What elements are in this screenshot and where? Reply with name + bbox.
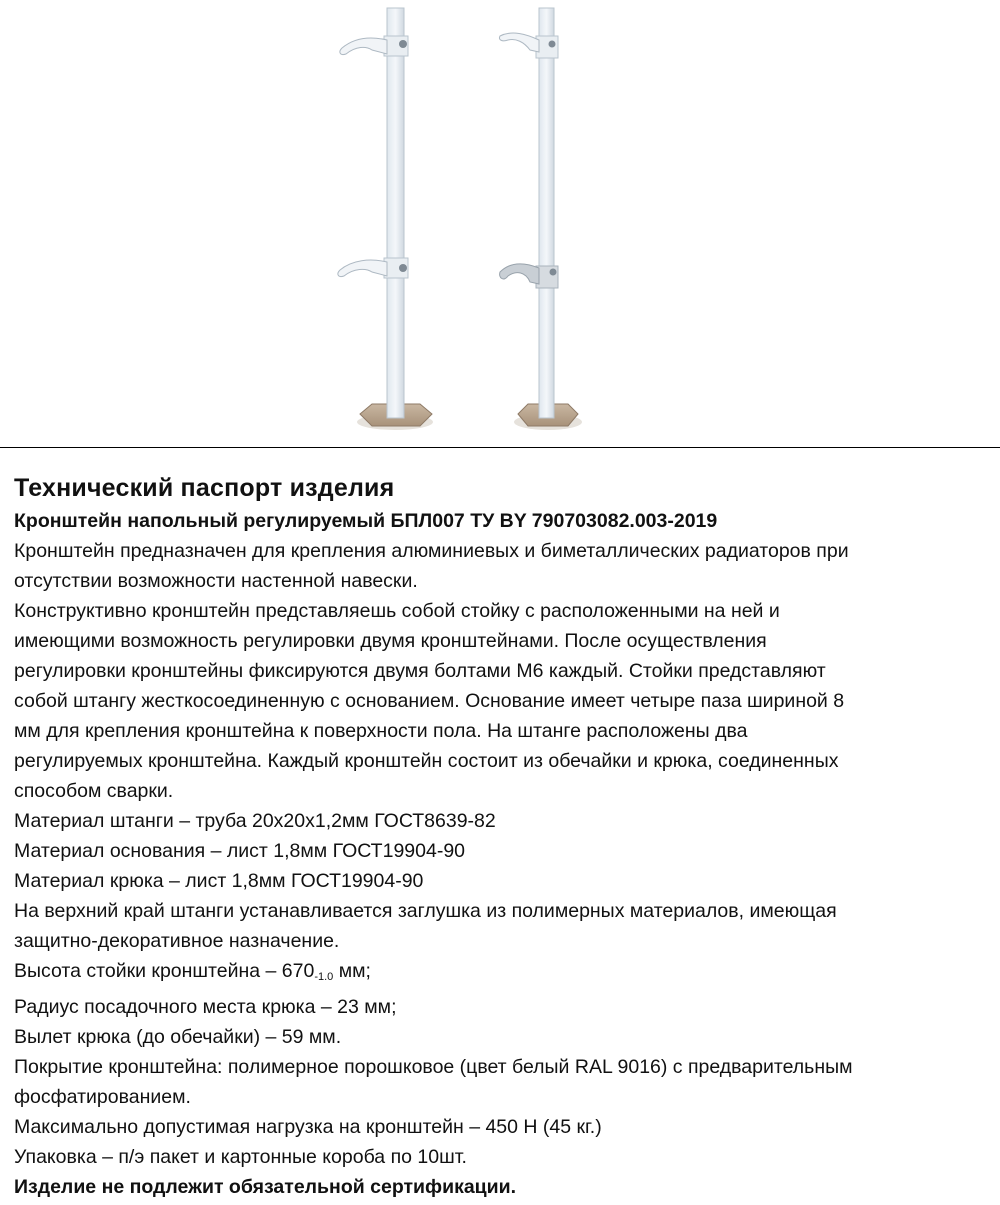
text-line: собой штангу жесткосоединенную с основанием. Основание имеет четыре паза шириной 8 (14, 690, 845, 712)
text-line: Радиус посадочного места крюка – 23 мм; (14, 996, 397, 1018)
doc-subtitle: Кронштейн напольный регулируемый БПЛ007 ТУ BY 790703082.003-2019 (14, 510, 718, 532)
left-stand (338, 8, 433, 430)
text-line: Покрытие кронштейна: полимерное порошковое (цвет белый RAL 9016) с предварительным (14, 1056, 853, 1078)
height-spec (14, 956, 994, 992)
text-line: Максимально допустимая нагрузка на кронштейн – 450 Н (45 кг.) (14, 1116, 602, 1138)
height-prefix: Высота стойки кронштейна – 670 (14, 960, 315, 982)
bracket-stands-illustration (0, 0, 1000, 448)
text-line: способом сварки. (14, 780, 174, 802)
text-line: Конструктивно кронштейн представляешь собой стойку с расположенными на ней и (14, 600, 780, 622)
text-line: Кронштейн предназначен для крепления алюминиевых и биметаллических радиаторов при (14, 540, 849, 562)
text-line: мм для крепления кронштейна к поверхности пола. На штанге расположены два (14, 720, 748, 742)
text-line: регулируемых кронштейна. Каждый кронштейн состоит из обечайки и крюка, соединенных (14, 750, 839, 772)
doc-title: Технический паспорт изделия (14, 474, 395, 502)
product-photo (0, 0, 1000, 448)
text-line: Материал штанги – труба 20х20х1,2мм ГОСТ8639-82 (14, 810, 496, 832)
text-line: Упаковка – п/э пакет и картонные короба по 10шт. (14, 1146, 467, 1168)
text-line: защитно-декоративное назначение. (14, 930, 340, 952)
text-line: Материал основания – лист 1,8мм ГОСТ19904-90 (14, 840, 466, 862)
text-line: Вылет крюка (до обечайки) – 59 мм. (14, 1026, 342, 1048)
right-stand (499, 8, 582, 430)
text-line: Материал крюка – лист 1,8мм ГОСТ19904-90 (14, 870, 424, 892)
text-line: регулировки кронштейны фиксируются двумя болтами М6 каждый. Стойки представляют (14, 660, 826, 682)
height-tolerance: -1.0 (314, 971, 334, 983)
section-divider (0, 447, 1000, 448)
certification-note: Изделие не подлежит обязательной сертификации. (14, 1176, 517, 1198)
technical-passport (14, 470, 994, 1202)
text-line: имеющими возможность регулировки двумя кронштейнами. После осуществления (14, 630, 767, 652)
text-line: фосфатированием. (14, 1086, 191, 1108)
height-suffix: мм; (333, 960, 371, 982)
text-line: На верхний край штанги устанавливается заглушка из полимерных материалов, имеющая (14, 900, 837, 922)
text-line: отсутствии возможности настенной навески. (14, 570, 418, 592)
